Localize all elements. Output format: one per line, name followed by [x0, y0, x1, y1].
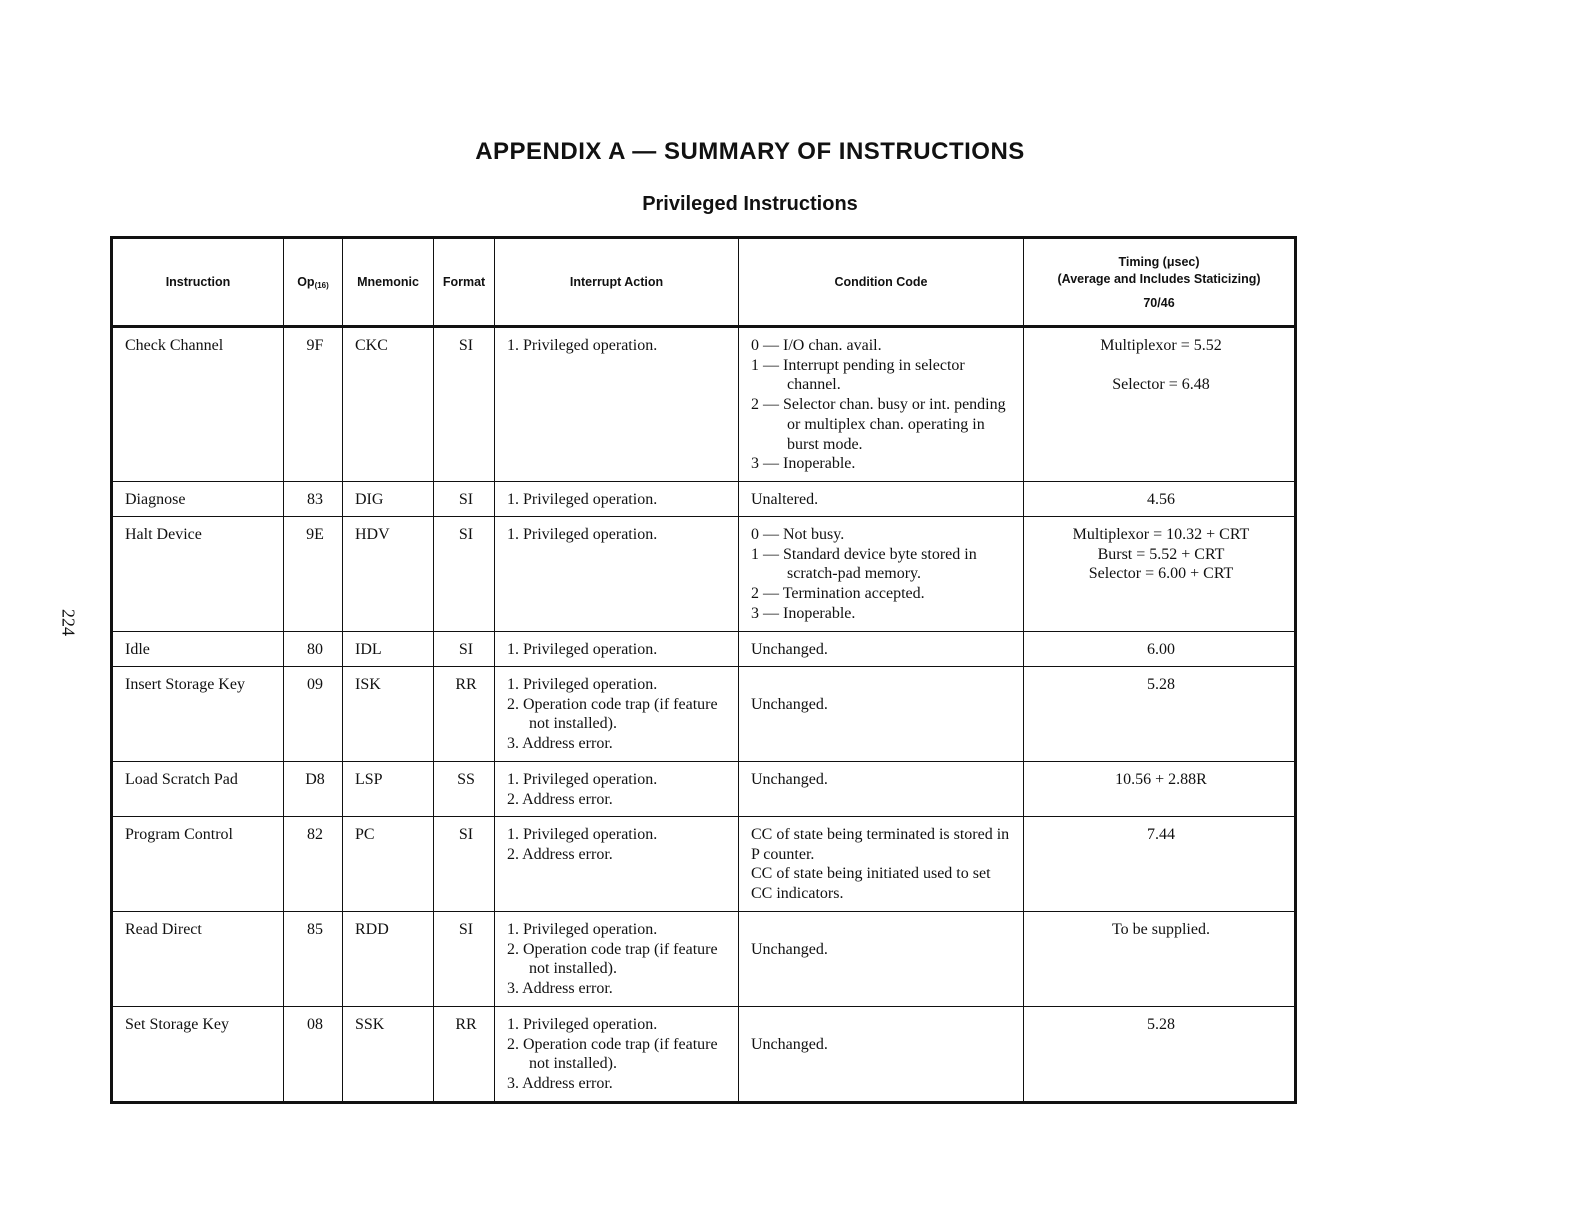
condition-code-item: Unchanged.	[751, 1036, 828, 1053]
interrupt-action-item: 1. Privileged operation.	[507, 771, 658, 788]
instruction-name-cell: Program Control	[112, 817, 284, 912]
table-row	[112, 1007, 1296, 1103]
opcode-cell: 09	[284, 667, 343, 762]
interrupt-action-cell	[495, 327, 739, 482]
page-number: 224	[58, 609, 79, 636]
opcode-cell: 9E	[284, 517, 343, 632]
interrupt-action-item: 2. Operation code trap (if feature not installed).	[507, 1035, 718, 1073]
header-op-subscript: (16)	[314, 280, 329, 290]
condition-code-item: 2 — Termination accepted.	[751, 585, 925, 603]
header-op-label: Op	[297, 274, 315, 289]
opcode-cell: 85	[284, 912, 343, 1007]
header-timing-line2: (Average and Includes Staticizing)	[1057, 271, 1261, 286]
condition-code-cell	[739, 762, 1024, 817]
interrupt-action-item: 1. Privileged operation.	[507, 641, 658, 658]
instruction-name-cell: Set Storage Key	[112, 1007, 284, 1103]
condition-code-item: CC of state being initiated used to set CC indicators.	[751, 865, 991, 903]
opcode-cell: 82	[284, 817, 343, 912]
interrupt-action-item: 3. Address error.	[507, 1075, 613, 1093]
timing-value: 7.44	[1147, 826, 1175, 843]
instruction-name-cell: Load Scratch Pad	[112, 762, 284, 817]
condition-code-item: CC of state being terminated is stored in P counter.	[751, 826, 1010, 863]
interrupt-action-item: 1. Privileged operation.	[507, 921, 658, 938]
timing-cell	[1024, 912, 1296, 1007]
instruction-name-cell: Diagnose	[112, 482, 284, 517]
section-subtitle: Privileged Instructions	[642, 193, 858, 215]
mnemonic-cell: RDD	[343, 912, 434, 1007]
interrupt-action-cell	[495, 912, 739, 1007]
format-cell: SS	[434, 762, 495, 817]
timing-value: 6.00	[1147, 641, 1175, 658]
interrupt-action-cell	[495, 632, 739, 667]
timing-spacer	[1036, 356, 1286, 375]
format-cell: SI	[434, 517, 495, 632]
instruction-name-cell: Check Channel	[112, 327, 284, 482]
condition-code-cell	[739, 817, 1024, 912]
mnemonic-cell: IDL	[343, 632, 434, 667]
interrupt-action-item: 1. Privileged operation.	[507, 491, 658, 508]
condition-code-cell	[739, 912, 1024, 1007]
format-cell: RR	[434, 667, 495, 762]
header-format: Format	[434, 238, 495, 327]
header-interrupt-action: Interrupt Action	[495, 238, 739, 327]
header-condition-code: Condition Code	[739, 238, 1024, 327]
condition-code-item: 3 — Inoperable.	[751, 455, 856, 473]
timing-cell	[1024, 762, 1296, 817]
opcode-cell: 9F	[284, 327, 343, 482]
condition-code-item: 3 — Inoperable.	[751, 604, 856, 622]
interrupt-action-cell	[495, 1007, 739, 1103]
header-op	[284, 238, 343, 327]
condition-code-item: 1 — Standard device byte stored in scratch-pad memory.	[751, 545, 977, 583]
instruction-name-cell: Insert Storage Key	[112, 667, 284, 762]
interrupt-action-item: 1. Privileged operation.	[507, 826, 658, 843]
interrupt-action-cell	[495, 762, 739, 817]
instruction-name-cell: Halt Device	[112, 517, 284, 632]
condition-code-cell	[739, 517, 1024, 632]
format-cell: SI	[434, 632, 495, 667]
interrupt-action-cell	[495, 817, 739, 912]
timing-value: Burst = 5.52 + CRT	[1097, 545, 1225, 563]
timing-value: 10.56 + 2.88R	[1115, 771, 1207, 788]
instruction-summary-table	[110, 236, 1297, 1104]
interrupt-action-item: 2. Address error.	[507, 790, 613, 808]
table-row	[112, 482, 1296, 517]
table-row	[112, 327, 1296, 482]
format-cell: SI	[434, 482, 495, 517]
condition-code-item: Unaltered.	[751, 491, 819, 508]
timing-cell	[1024, 517, 1296, 632]
format-cell: SI	[434, 327, 495, 482]
interrupt-action-item: 2. Address error.	[507, 845, 613, 863]
table-body	[112, 327, 1296, 1103]
interrupt-action-item: 2. Operation code trap (if feature not installed).	[507, 940, 718, 978]
interrupt-action-item: 3. Address error.	[507, 735, 613, 753]
page-title: APPENDIX A — SUMMARY OF INSTRUCTIONS	[475, 138, 1025, 165]
timing-value: To be supplied.	[1112, 921, 1210, 938]
header-timing	[1024, 238, 1296, 327]
interrupt-action-item: 1. Privileged operation.	[507, 337, 658, 354]
format-cell: SI	[434, 817, 495, 912]
timing-value: 5.28	[1147, 676, 1175, 693]
timing-cell	[1024, 632, 1296, 667]
condition-code-item: 1 — Interrupt pending in selector channel.	[751, 356, 965, 394]
opcode-cell: 08	[284, 1007, 343, 1103]
header-timing-line3: 70/46	[1143, 295, 1175, 310]
table-row	[112, 667, 1296, 762]
condition-code-item: 2 — Selector chan. busy or int. pending or multiplex chan. operating in burst mode.	[751, 396, 1006, 453]
format-cell: RR	[434, 1007, 495, 1103]
header-mnemonic: Mnemonic	[343, 238, 434, 327]
timing-value: Multiplexor = 5.52	[1100, 337, 1222, 354]
instruction-name-cell: Idle	[112, 632, 284, 667]
table-row	[112, 517, 1296, 632]
condition-code-item: Unchanged.	[751, 771, 828, 788]
condition-code-cell	[739, 1007, 1024, 1103]
table-row	[112, 912, 1296, 1007]
timing-value: 5.28	[1147, 1016, 1175, 1033]
timing-value: Multiplexor = 10.32 + CRT	[1072, 526, 1250, 543]
condition-code-cell	[739, 632, 1024, 667]
format-cell: SI	[434, 912, 495, 1007]
table-row	[112, 632, 1296, 667]
mnemonic-cell: LSP	[343, 762, 434, 817]
condition-code-item: Unchanged.	[751, 641, 828, 658]
header-timing-line1: Timing (μsec)	[1118, 254, 1200, 269]
timing-value: Selector = 6.00 + CRT	[1088, 565, 1234, 583]
timing-cell	[1024, 817, 1296, 912]
instruction-name-cell: Read Direct	[112, 912, 284, 1007]
mnemonic-cell: ISK	[343, 667, 434, 762]
timing-cell	[1024, 327, 1296, 482]
opcode-cell: D8	[284, 762, 343, 817]
interrupt-action-item: 1. Privileged operation.	[507, 676, 658, 693]
interrupt-action-item: 1. Privileged operation.	[507, 526, 658, 543]
opcode-cell: 83	[284, 482, 343, 517]
timing-value: Selector = 6.48	[1112, 375, 1210, 393]
interrupt-action-cell	[495, 517, 739, 632]
condition-code-cell	[739, 482, 1024, 517]
table-row	[112, 817, 1296, 912]
interrupt-action-item: 3. Address error.	[507, 980, 613, 998]
opcode-cell: 80	[284, 632, 343, 667]
condition-code-item: 0 — Not busy.	[751, 526, 845, 543]
mnemonic-cell: CKC	[343, 327, 434, 482]
timing-cell	[1024, 667, 1296, 762]
interrupt-action-item: 1. Privileged operation.	[507, 1016, 658, 1033]
timing-value: 4.56	[1147, 491, 1175, 508]
interrupt-action-cell	[495, 482, 739, 517]
mnemonic-cell: PC	[343, 817, 434, 912]
condition-code-cell	[739, 667, 1024, 762]
condition-code-cell	[739, 327, 1024, 482]
mnemonic-cell: SSK	[343, 1007, 434, 1103]
interrupt-action-item: 2. Operation code trap (if feature not installed).	[507, 695, 718, 733]
condition-code-item: Unchanged.	[751, 696, 828, 713]
table-row	[112, 762, 1296, 817]
timing-cell	[1024, 1007, 1296, 1103]
mnemonic-cell: DIG	[343, 482, 434, 517]
table-header-row	[112, 238, 1296, 327]
mnemonic-cell: HDV	[343, 517, 434, 632]
condition-code-item: Unchanged.	[751, 941, 828, 958]
timing-cell	[1024, 482, 1296, 517]
interrupt-action-cell	[495, 667, 739, 762]
condition-code-item: 0 — I/O chan. avail.	[751, 337, 882, 354]
header-instruction: Instruction	[112, 238, 284, 327]
